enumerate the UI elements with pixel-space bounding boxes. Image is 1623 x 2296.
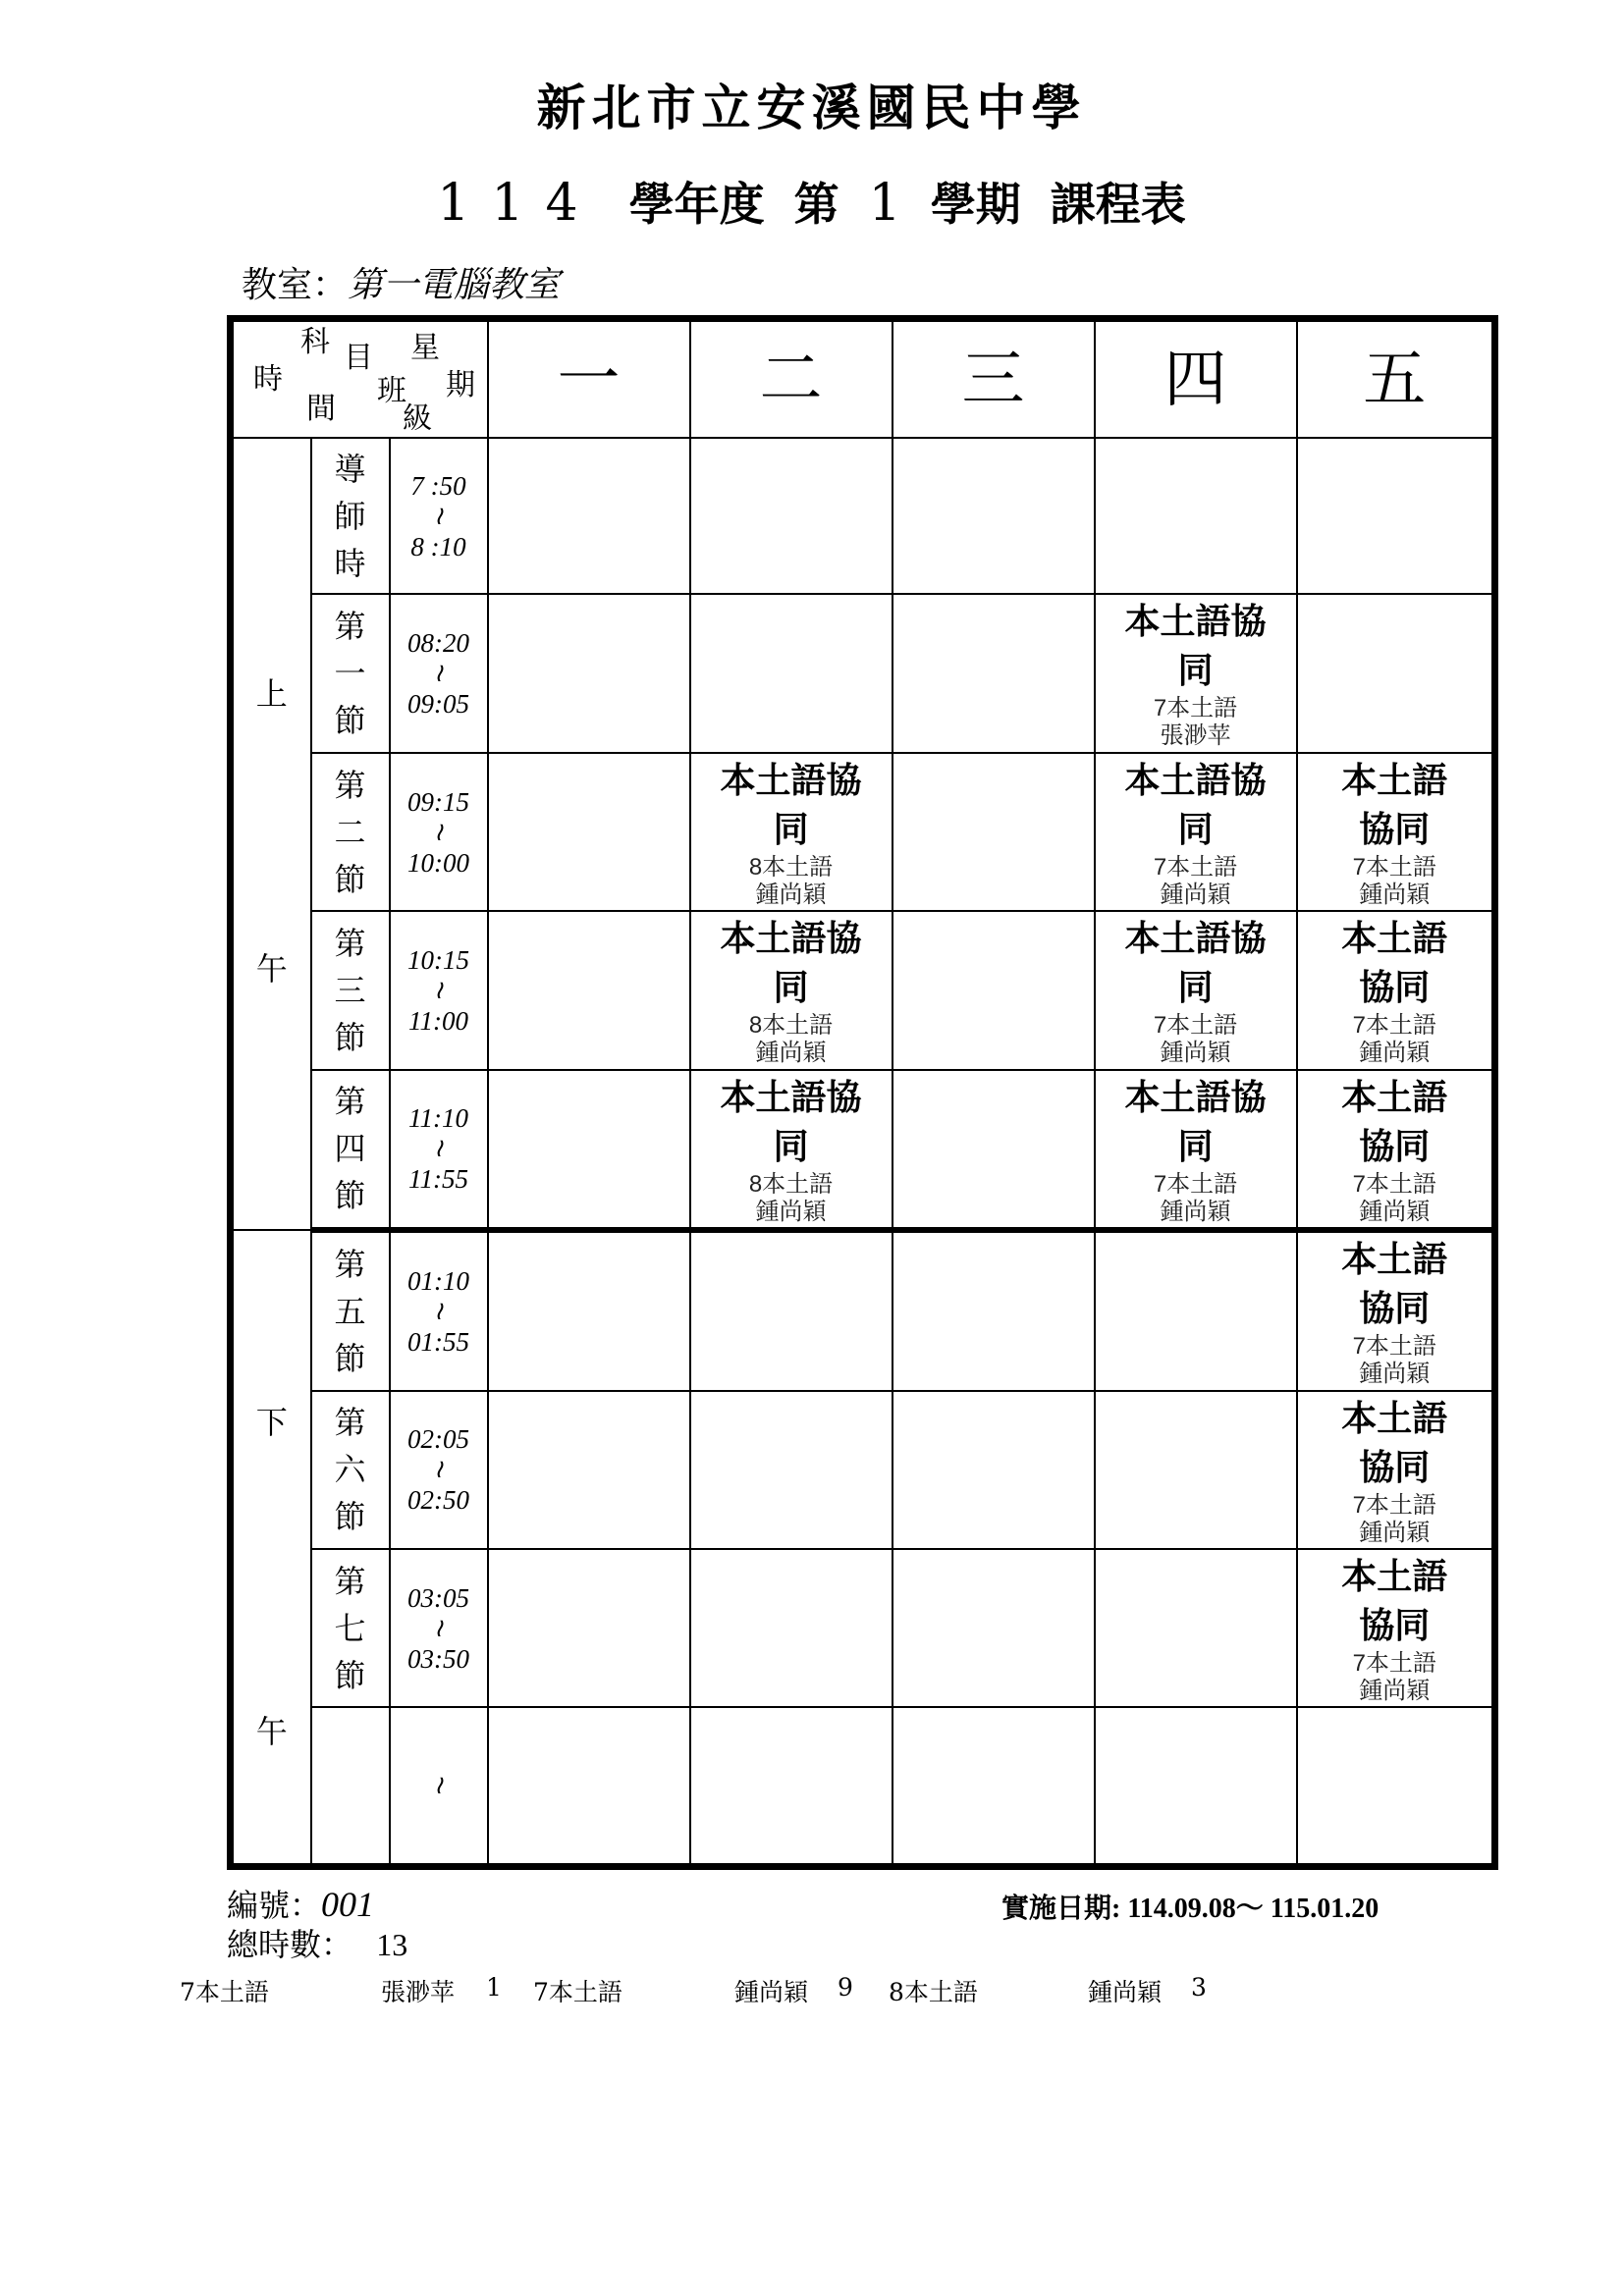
day-header-mon: 一 <box>488 319 690 439</box>
period-start: 7 :50 <box>410 470 466 501</box>
timetable <box>227 315 1498 1870</box>
corner-ke: 科 <box>300 325 330 359</box>
lesson-teacher: 鍾尚穎 <box>755 1040 827 1067</box>
lesson-class: 7本土語 <box>1352 1650 1436 1678</box>
slot-tue <box>690 1391 893 1549</box>
period-time <box>390 594 488 752</box>
lesson-subject: 本土語協同 <box>1341 1076 1448 1167</box>
period-start: 10:15 <box>407 945 469 976</box>
slot-thu <box>1095 1707 1297 1866</box>
period-name: 第 七 節 <box>311 1549 390 1707</box>
slot-mon <box>488 1707 690 1866</box>
slot-fri <box>1297 438 1495 594</box>
slot-wed <box>893 438 1095 594</box>
pm-label-cell <box>231 1230 311 1866</box>
summary-count-1: 1 <box>486 1973 502 2002</box>
slot-tue <box>690 1230 893 1390</box>
lesson-teacher: 鍾尚穎 <box>1160 1198 1231 1225</box>
slot-tue <box>690 594 893 752</box>
period-start: 09:15 <box>407 786 469 817</box>
period-time <box>390 911 488 1069</box>
pm-label-1: 下 <box>255 1404 288 1442</box>
day-header-thu: 四 <box>1095 319 1297 439</box>
lesson-entry <box>1096 756 1296 909</box>
slot-mon <box>488 753 690 911</box>
time-separator: ≀ <box>433 1134 444 1163</box>
slot-fri <box>1297 594 1495 752</box>
summary-count-3: 3 <box>1191 1973 1207 2002</box>
period-row <box>231 1230 1495 1390</box>
lesson-subject: 本土語協同 <box>1341 1239 1448 1330</box>
period-time <box>390 1707 488 1866</box>
slot-tue <box>690 1549 893 1707</box>
corner-mu: 目 <box>344 341 373 375</box>
period-time <box>390 753 488 911</box>
period-end: 10:00 <box>407 847 469 878</box>
slot-fri <box>1297 1707 1495 1866</box>
period-end: 11:00 <box>408 1006 468 1037</box>
lesson-entry <box>1298 914 1492 1067</box>
lesson-teacher: 鍾尚穎 <box>1160 881 1231 908</box>
summary-teacher-1: 張渺苹 <box>381 1978 456 2006</box>
term-number: 1 <box>868 174 901 233</box>
slot-wed <box>893 594 1095 752</box>
slot-wed <box>893 1549 1095 1707</box>
lesson-teacher: 鍾尚穎 <box>755 881 827 908</box>
lesson-teacher: 張渺苹 <box>1160 722 1231 750</box>
hours-label: 總時數： <box>227 1926 353 1963</box>
slot-wed <box>893 1391 1095 1549</box>
lesson-cell <box>1095 594 1297 752</box>
lesson-entry <box>1096 914 1296 1067</box>
lesson-subject: 本土語協同 <box>1124 601 1267 692</box>
period-name: 第 四 節 <box>311 1070 390 1230</box>
period-name: 第 二 節 <box>311 753 390 911</box>
time-separator: ≀ <box>433 1296 444 1325</box>
year-label: 學年度 <box>628 178 765 231</box>
lesson-cell <box>1297 1549 1495 1707</box>
slot-wed <box>893 753 1095 911</box>
time-separator: ≀ <box>433 659 444 688</box>
period-row <box>231 753 1495 911</box>
period-row <box>231 594 1495 752</box>
room-label: 教室： <box>242 265 349 305</box>
period-name <box>311 1707 390 1866</box>
time-separator: ≀ <box>433 1613 444 1642</box>
slot-mon <box>488 1230 690 1390</box>
period-end: 03:50 <box>407 1643 469 1674</box>
slot-mon <box>488 594 690 752</box>
period-end: 01:55 <box>407 1326 469 1357</box>
lesson-subject: 本土語協同 <box>1124 759 1267 850</box>
period-time <box>390 438 488 594</box>
summary-class-3: 8本土語 <box>889 1978 978 2006</box>
period-start: 08:20 <box>407 628 469 659</box>
corner-ji: 級 <box>403 401 432 436</box>
period-time <box>390 1070 488 1230</box>
lesson-cell <box>1297 911 1495 1069</box>
lesson-cell <box>1095 753 1297 911</box>
lesson-subject: 本土語協同 <box>1341 759 1448 850</box>
lesson-class: 7本土語 <box>1352 1491 1436 1519</box>
lesson-class: 7本土語 <box>1352 1012 1436 1040</box>
summary-teacher-2: 鍾尚穎 <box>734 1978 809 2006</box>
term-suffix: 學期 <box>930 178 1021 231</box>
lesson-class: 8本土語 <box>748 853 834 881</box>
school-title: 新北市立安溪國民中學 <box>536 79 1087 136</box>
period-name: 第 六 節 <box>311 1391 390 1549</box>
slot-thu <box>1095 1549 1297 1707</box>
lesson-class: 7本土語 <box>1153 1170 1238 1198</box>
room-line <box>242 257 560 307</box>
lesson-class: 7本土語 <box>1352 1170 1436 1198</box>
room-name: 第一電腦教室 <box>348 265 561 305</box>
lesson-entry <box>1096 1073 1296 1226</box>
slot-mon <box>488 1549 690 1707</box>
lesson-class: 7本土語 <box>1153 695 1238 722</box>
lesson-subject: 本土語協同 <box>1124 1076 1267 1167</box>
slot-thu <box>1095 1391 1297 1549</box>
lesson-cell <box>690 1070 893 1230</box>
time-separator: ≀ <box>433 817 444 846</box>
lesson-entry <box>1298 756 1492 909</box>
lesson-entry <box>691 914 892 1067</box>
summary-class-1: 7本土語 <box>180 1978 269 2006</box>
lesson-class: 8本土語 <box>748 1012 834 1040</box>
slot-mon <box>488 911 690 1069</box>
period-name: 第 一 節 <box>311 594 390 752</box>
slot-tue <box>690 1707 893 1866</box>
lesson-teacher: 鍾尚穎 <box>1359 1361 1431 1388</box>
period-name: 導 師 時 <box>311 438 390 594</box>
lesson-cell <box>1297 1070 1495 1230</box>
lesson-class: 7本土語 <box>1352 1333 1436 1361</box>
slot-wed <box>893 911 1095 1069</box>
am-label-cell <box>231 438 311 1230</box>
slot-mon <box>488 1070 690 1230</box>
lesson-entry <box>1096 597 1296 750</box>
lesson-subject: 本土語協同 <box>1124 918 1267 1009</box>
period-start: 03:05 <box>407 1582 469 1613</box>
period-row <box>231 1707 1495 1866</box>
time-separator: ≀ <box>433 976 444 1005</box>
slot-mon <box>488 1391 690 1549</box>
slot-mon <box>488 438 690 594</box>
period-row <box>231 911 1495 1069</box>
time-separator: ≀ <box>433 501 444 530</box>
slot-wed <box>893 1070 1095 1230</box>
period-end: 11:55 <box>408 1164 468 1195</box>
lesson-cell <box>1297 1230 1495 1390</box>
footer-left <box>227 1885 407 1964</box>
implementation-date <box>1001 1887 1379 1926</box>
summary-teacher-3: 鍾尚穎 <box>1088 1978 1163 2006</box>
period-time <box>390 1230 488 1390</box>
code-label: 編號： <box>227 1887 322 1924</box>
lesson-class: 7本土語 <box>1153 1012 1238 1040</box>
corner-qi: 期 <box>446 368 475 402</box>
doc-type: 課程表 <box>1050 178 1186 231</box>
lesson-subject: 本土語協同 <box>1341 1397 1448 1488</box>
schedule-code: 001 <box>321 1885 375 1924</box>
lesson-class: 7本土語 <box>1352 853 1436 881</box>
period-name: 第 五 節 <box>311 1230 390 1390</box>
date-range: 114.09.08～ 115.01.20 <box>1127 1894 1380 1924</box>
day-header-tue: 二 <box>690 319 893 439</box>
period-start: 11:10 <box>408 1103 468 1134</box>
total-hours: 13 <box>376 1927 408 1962</box>
period-end: 02:50 <box>407 1485 469 1516</box>
time-separator: ≀ <box>433 1771 444 1800</box>
lesson-cell <box>1297 753 1495 911</box>
lesson-subject: 本土語協同 <box>720 918 862 1009</box>
lesson-entry <box>1298 1073 1492 1226</box>
lesson-subject: 本土語協同 <box>720 1076 862 1167</box>
term-title <box>0 169 1623 234</box>
day-header-fri: 五 <box>1297 319 1495 439</box>
lesson-teacher: 鍾尚穎 <box>755 1198 827 1225</box>
lesson-teacher: 鍾尚穎 <box>1359 1678 1431 1705</box>
summary-count-2: 9 <box>838 1973 853 2002</box>
period-row <box>231 1549 1495 1707</box>
summary-class-2: 7本土語 <box>533 1978 622 2006</box>
lesson-entry <box>1298 1394 1492 1547</box>
lesson-teacher: 鍾尚穎 <box>1160 1040 1231 1067</box>
period-end: 8 :10 <box>410 531 466 561</box>
corner-cell <box>231 319 488 439</box>
lesson-entry <box>691 756 892 909</box>
time-separator: ≀ <box>433 1455 444 1484</box>
lesson-cell <box>1297 1391 1495 1549</box>
period-time <box>390 1549 488 1707</box>
slot-thu <box>1095 1230 1297 1390</box>
lesson-subject: 本土語協同 <box>1341 1556 1448 1647</box>
corner-jian: 間 <box>306 392 336 426</box>
period-row <box>231 438 1495 594</box>
am-label-1: 上 <box>255 675 288 714</box>
lesson-subject: 本土語協同 <box>1341 918 1448 1009</box>
academic-year: 114 <box>437 174 600 233</box>
header-row <box>231 319 1495 439</box>
day-header-wed: 三 <box>893 319 1095 439</box>
lesson-cell <box>1095 911 1297 1069</box>
period-row <box>231 1070 1495 1230</box>
lesson-teacher: 鍾尚穎 <box>1359 1198 1431 1225</box>
lesson-entry <box>1298 1552 1492 1705</box>
slot-wed <box>893 1230 1095 1390</box>
lesson-class: 8本土語 <box>748 1170 834 1198</box>
period-start: 02:05 <box>407 1424 469 1455</box>
lesson-cell <box>690 911 893 1069</box>
lesson-teacher: 鍾尚穎 <box>1359 881 1431 908</box>
lesson-cell <box>690 753 893 911</box>
period-start: 01:10 <box>407 1265 469 1296</box>
lesson-subject: 本土語協同 <box>720 759 862 850</box>
am-label-2: 午 <box>255 950 288 988</box>
period-row <box>231 1391 1495 1549</box>
period-name: 第 三 節 <box>311 911 390 1069</box>
slot-tue <box>690 438 893 594</box>
lesson-teacher: 鍾尚穎 <box>1359 1519 1431 1546</box>
date-label: 實施日期: <box>1001 1894 1121 1924</box>
corner-ban: 班 <box>377 374 406 408</box>
period-end: 09:05 <box>407 689 469 720</box>
corner-shi: 時 <box>253 362 283 397</box>
lesson-teacher: 鍾尚穎 <box>1359 1040 1431 1067</box>
corner-xing: 星 <box>410 331 440 365</box>
lesson-cell <box>1095 1070 1297 1230</box>
slot-wed <box>893 1707 1095 1866</box>
lesson-entry <box>691 1073 892 1226</box>
term-label: 第 <box>793 178 839 231</box>
lesson-class: 7本土語 <box>1153 853 1238 881</box>
period-time <box>390 1391 488 1549</box>
pm-label-2: 午 <box>255 1713 288 1751</box>
slot-thu <box>1095 438 1297 594</box>
lesson-entry <box>1298 1235 1492 1388</box>
